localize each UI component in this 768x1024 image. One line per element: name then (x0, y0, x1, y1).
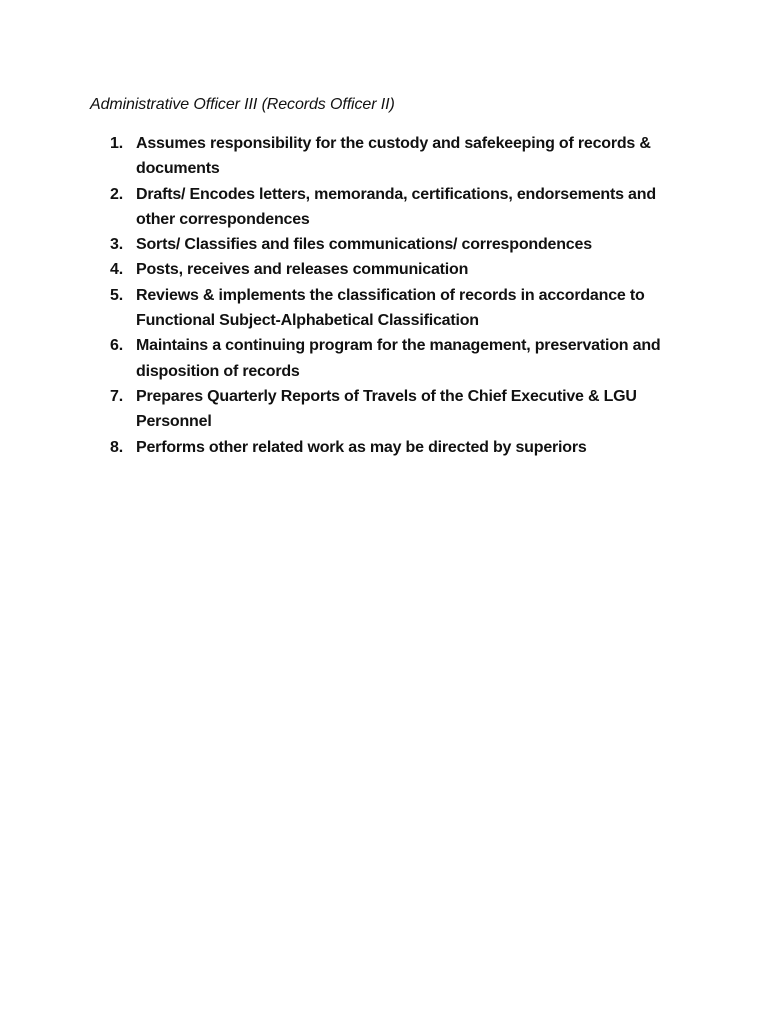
duty-text-line: Assumes responsibility for the custody and safekeeping of records & (136, 135, 651, 152)
duty-item (90, 384, 690, 435)
page-title: Administrative Officer III (Records Officer II) (90, 96, 395, 113)
duty-item (90, 232, 690, 257)
duty-text-line: Reviews & implements the classification of records in accordance to (136, 286, 645, 304)
duty-text-line: Performs other related work as may be directed by superiors (136, 438, 587, 456)
duty-text-line: Posts, receives and releases communication (136, 261, 469, 279)
duty-text-line: Personnel (136, 413, 212, 431)
duty-text-line: disposition of records (136, 362, 300, 380)
duty-text-line: Functional Subject-Alphabetical Classification (136, 312, 479, 330)
duty-number: 8. (110, 438, 123, 456)
duty-number: 2. (110, 185, 123, 203)
duty-item (90, 283, 690, 334)
duty-text-line: Drafts/ Encodes letters, memoranda, certifications, endorsements and (136, 185, 656, 203)
duty-item (90, 182, 690, 233)
duty-text-line: other correspondences (136, 210, 310, 228)
duty-number: 6. (110, 337, 123, 355)
duty-number: 4. (110, 261, 123, 279)
duty-number: 7. (110, 387, 123, 405)
duty-text-line: Maintains a continuing program for the management, preservation and (136, 337, 661, 355)
duty-text-line: Sorts/ Classifies and files communications/ correspondences (136, 236, 592, 254)
duties-list (90, 131, 690, 460)
duty-item (90, 131, 690, 182)
duty-number: 5. (110, 286, 123, 304)
duty-text-line: documents (136, 160, 220, 178)
duty-item (90, 435, 690, 460)
duty-number: 3. (110, 236, 123, 254)
duty-item (90, 333, 690, 384)
duty-number: 1. (110, 135, 123, 152)
duty-text-line: Prepares Quarterly Reports of Travels of the Chief Executive & LGU (136, 387, 637, 405)
duty-item (90, 257, 690, 282)
